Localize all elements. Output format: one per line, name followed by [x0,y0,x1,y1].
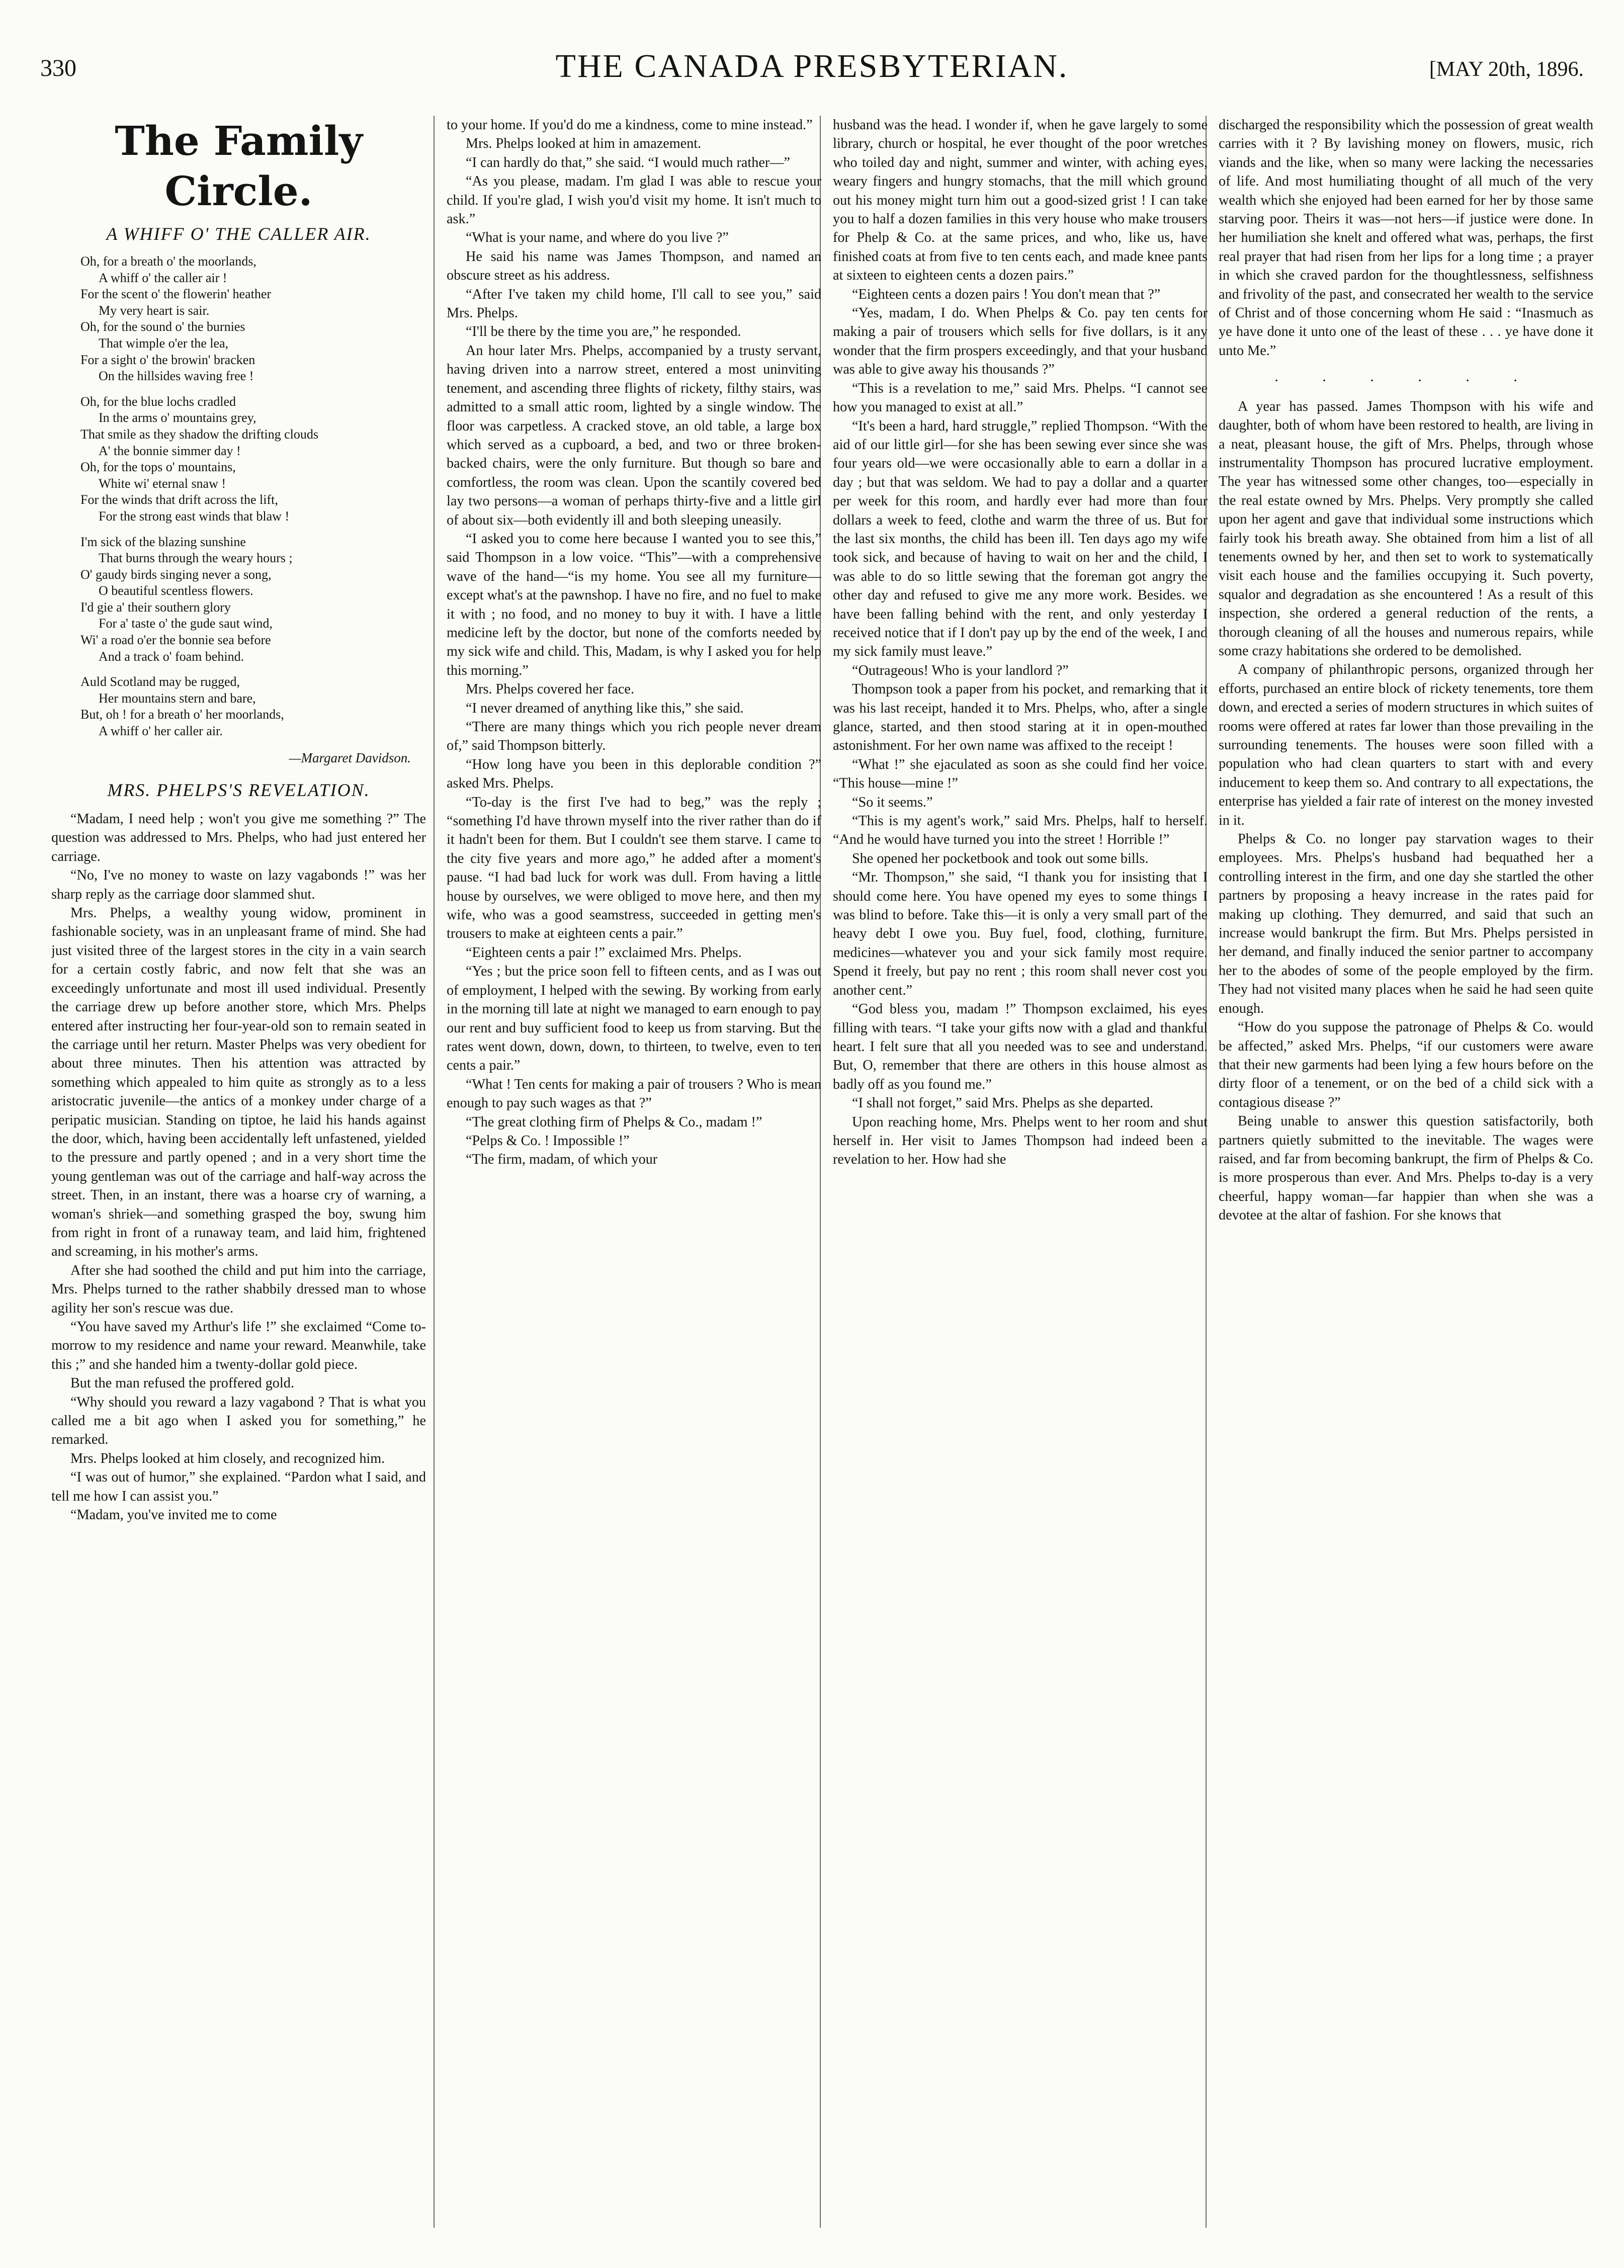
poem-line: My very heart is sair. [99,303,210,318]
paragraph: husband was the head. I wonder if, when he gave largely to some library, church or hospital, he ever thought of the poor wretches who toiled day and night, summer and winter, with aching eyes, weary fingers and hungry stomachs, that the mill which ground out his money might turn him out a good-sized grist ! I can take you to half a dozen families in this very house who make trousers for Phelp & Co. at the same prices, and who, like us, have finished coats at from five to ten cents each, and made knee pants at sixteen to eighteen cents a dozen pairs.” [833,117,1208,284]
paragraph: A year has passed. James Thompson with his wife and daughter, both of whom have been restored to health, are living in a neat, pleasant house, the gift of Mrs. Phelps, through whose instrumentality Thompson has procured lucrative employment. The year has witnessed some other changes, too—especially in the real estate owned by Mrs. Phelps. Very promptly she called upon her agent and gave that individual some instructions which fairly took his breath away. She obtained from him a list of all tenements owned by her, and then set to work to systematically visit each house and the families occupying it. Such poverty, squalor and degradation as she encountered ! As a result of this inspection, she ordered a general reduction of the rents, a thorough cleaning of all the houses and numerous repairs, while some crazy habitations she ordered to be demolished. [1219,398,1593,659]
poem-title: A WHIFF O' THE CALLER AIR. [106,224,371,244]
paragraph: “How do you suppose the patronage of Phelps & Co. would be affected,” asked Mrs. Phelps, “if our customers were aware that their new garments had been lying a few hours before on the dirty floor of a tenement, or on the bed of a child sick with a contagious disease ?” [1219,1019,1593,1110]
paragraph: “Outrageous! Who is your landlord ?” [852,662,1069,678]
paragraph: “Yes ; but the price soon fell to fifteen cents, and as I was out of employment, I helped with the sewing. By working from early in the morning till late at night we managed to earn enough to pay our rent and buy sufficient food to keep us from starving. But the rates went down, down, down, to thirteen, to twelve, even to ten cents a pair.” [447,964,821,1074]
section-title: The Family Circle. [115,117,363,215]
poem-line: For a sight o' the browin' bracken [80,352,255,367]
poem-line: Her mountains stern and bare, [99,690,256,706]
paragraph: “The firm, madam, of which your [466,1152,658,1168]
column-1 [51,116,426,2238]
story-title: MRS. PHELPS'S REVELATION. [107,780,370,801]
poem-line: White wi' eternal snaw ! [99,476,226,491]
paragraph: “Mr. Thompson,” she said, “I thank you for insisting that I should come here. You have opened my eyes to some things I was blind to before. Take this—it is only a very small part of the heavy debt I owe you. Buy fuel, food, clothing, furniture, medicines—whatever you and your sick family most require. Spend it freely, but pay no rent ; this room shall never cost you another cent.” [833,869,1208,998]
paragraph: “No, I've no money to waste on lazy vagabonds !” was her sharp reply as the carriage door slammed shut. [51,867,426,902]
paragraph: to your home. If you'd do me a kindness, come to mine instead.” [447,117,813,133]
paragraph: “God bless you, madam !” Thompson exclaimed, his eyes filling with tears. “I take your gifts now with a glad and thankful heart. I felt sure that all you needed was to see and understand. But, O, remember that there are others in this house almost as badly off as you found me.” [833,1001,1208,1092]
poem-stanza [80,253,426,385]
poem-stanza [80,674,426,739]
paragraph: Phelps & Co. no longer pay starvation wages to their employees. Mrs. Phelps's husband had bequathed her a controlling interest in the firm, and one day she startled the other partners by proposing a heavy increase in the rates paid for making up clothing. They demurred, and said that such an increase would bankrupt the firm. But Mrs. Phelps persisted in her demand, and finally induced the senior partner to accompany her to the abodes of some of the people employed by the firm. They had not visited many places when he said he had seen quite enough. [1219,831,1593,1016]
paragraph: “I was out of humor,” she explained. “Pardon what I said, and tell me how I can assist you.” [51,1469,426,1504]
poem-line: For the winds that drift across the lift, [80,492,278,507]
paragraph: “This is a revelation to me,” said Mrs. Phelps. “I cannot see how you managed to exist at all.” [833,380,1208,415]
poem-line: For the scent o' the flowerin' heather [80,287,272,302]
poem-line: For the strong east winds that blaw ! [99,508,290,524]
paragraph: “Yes, madam, I do. When Phelps & Co. pay ten cents for making a pair of trousers which sells for five dollars, is it any wonder that the firm prospers exceedingly, and that your husband was able to give away his thousands ?” [833,305,1208,378]
poem-line: On the hillsides waving free ! [99,369,254,384]
paragraph: Mrs. Phelps looked at him in amazement. [466,136,702,152]
poem-line: Oh, for the sound o' the burnies [80,319,245,334]
masthead [30,44,1594,100]
poem-line: Oh, for the tops o' mountains, [80,460,236,475]
paragraph: He said his name was James Thompson, and named an obscure street as his address. [447,248,821,284]
paragraph: Upon reaching home, Mrs. Phelps went to her room and shut herself in. Her visit to James Thompson had indeed been a revelation to her. How had she [833,1114,1208,1168]
paragraph: “Pelps & Co. ! Impossible !” [466,1132,630,1149]
paragraph: “After I've taken my child home, I'll call to see you,” said Mrs. Phelps. [447,286,821,321]
paragraph: “Eighteen cents a dozen pairs ! You don't mean that ?” [852,286,1161,302]
paragraph: “To-day is the first I've had to beg,” was the reply ; “something I'd have thrown myself into the river rather than do if it hadn't been for them. But I couldn't see them starve. I came to the city five years and more ago,” he added after a moment's pause. “I had bad luck for work was dull. From having a little house by ourselves, we were obliged to move here, and then my wife, who was a good seamstress, succeeded in getting men's trousers to make at eighteen cents a pair.” [447,794,821,942]
paragraph: “How long have you been in this deplorable condition ?” asked Mrs. Phelps. [447,756,821,792]
paragraph: “As you please, madam. I'm glad I was able to rescue your child. If you're glad, I wish you'd visit my home. It isn't much to ask.” [447,173,821,227]
poem-line: A' the bonnie simmer day ! [99,443,241,458]
column-4 [1219,116,1593,2238]
paragraph: discharged the responsibility which the possession of great wealth carries with it ? By lavishing money on flowers, music, rich viands and the like, when so many were lacking the necessaries of life. And most humiliating thought of all much of the very wealth which she enjoyed had been earned for her by those same starving poor. Theirs it was—not hers—if justice were done. In her humiliation she knelt and offered what was, perhaps, the first real prayer that had risen from her lips for a long time ; a prayer in which she craved pardon for the thoughtlessness, selfishness and frivolity of the past, and consecrated her wealth to the service of Christ and of those concerning whom He said : “Inasmuch as ye have done it unto one of the least of these . . . ye have done it unto Me.” [1219,117,1593,359]
paragraph: “You have saved my Arthur's life !” she exclaimed “Come to-morrow to my residence and name your reward. Meanwhile, take this ;” and she handed him a twenty-dollar gold piece. [51,1319,426,1372]
poem-line: A whiff o' her caller air. [99,724,223,739]
column-rule [434,116,435,2228]
poem [80,253,426,740]
paragraph: “I shall not forget,” said Mrs. Phelps as she departed. [852,1095,1154,1111]
poem-stanza [80,534,426,665]
paragraph: “There are many things which you rich people never dream of,” said Thompson bitterly. [447,719,821,754]
poem-line: Oh, for the blue lochs cradled [80,394,236,409]
poem-line: Auld Scotland may be rugged, [80,674,240,689]
issue-date: [MAY 20th, 1896. [1429,58,1584,81]
publication-title: THE CANADA PRESBYTERIAN. [555,48,1069,84]
poem-line: And a track o' foam behind. [99,649,244,664]
poem-line: Oh, for a breath o' the moorlands, [80,254,257,269]
paragraph: “What ! Ten cents for making a pair of trousers ? Who is mean enough to pay such wages as that ?” [447,1076,821,1111]
paragraph: “The great clothing firm of Phelps & Co., madam !” [466,1114,762,1130]
paragraph: “What !” she ejaculated as soon as she could find her voice. “This house—mine !” [833,756,1208,792]
poem-author: —Margaret Davidson. [289,750,411,765]
poem-line: I'd gie a' their southern glory [80,599,231,615]
paragraph: “This is my agent's work,” said Mrs. Phelps, half to herself. “And he would have turned you into the street ! Horrible !” [833,813,1208,848]
page-number: 330 [40,55,76,81]
paragraph: Being unable to answer this question satisfactorily, both partners quietly submitted to the inevitable. The wages were raised, and far from becoming bankrupt, the firm of Phelps & Co. is more prosperous than ever. And Mrs. Phelps to-day is a very cheerful, happy woman—far happier than when she was a devotee at the altar of fashion. For she knows that [1219,1113,1593,1224]
paragraph: “I never dreamed of anything like this,” she said. [466,700,744,716]
paragraph: Mrs. Phelps, a wealthy young widow, prominent in fashionable society, was in an unpleasant frame of mind. She had just visited three of the largest stores in the city in a vain search for a certain costly fabric, and now felt that she was an exceedingly unfortunate and most ill used individual. Presently the carriage drew up before another store, which Mrs. Phelps entered after instructing her four-year-old son to remain seated in the carriage until her return. Master Phelps was very obedient for about three minutes. Then his attention was attracted by something which appealed to him quite as strongly as to a less aristocratic juvenile—the antics of a monkey under charge of a peripatic musician. Standing on tiptoe, he laid his hands against the door, which, having been accidentally left unfastened, yielded to the pressure and partly opened ; and in a very short time the young gentleman was out of the carriage and half-way across the street. Then, in an instant, there was a hoarse cry of warning, a woman's shriek—and something grasped the boy, swung him from right in front of a runaway team, and laid him, frightened and screaming, in his mother's arms. [51,905,426,1260]
poem-line: O' gaudy birds singing never a song, [80,567,272,582]
poem-line: For a' taste o' the gude saut wind, [99,616,273,631]
paragraph: Mrs. Phelps looked at him closely, and recognized him. [70,1450,385,1466]
paragraph: Thompson took a paper from his pocket, and remarking that it was his last receipt, handed it to Mrs. Phelps, who, after a single glance, started, and then stood staring at it in open-mouthed astonishment. For her own name was affixed to the receipt ! [833,681,1208,754]
paragraph: But the man refused the proffered gold. [70,1375,294,1391]
paragraph: “It's been a hard, hard struggle,” replied Thompson. “With the aid of our little girl—for she has been sewing ever since she was four years old—we were occasionally able to earn a dollar in a day ; but that was seldom. We had to pay a dollar and a quarter per week for this room, and hardly ever had more than four dollars a week to feed, clothe and warm the three of us. But for the last six months, the child has been ill. Ten days ago my wife took sick, and because of having to wait on her and the child, I was able to do so little sewing that the foreman got angry the other day and refused to give me any more work. Besides. we have been falling behind with the rent, and only yesterday I received notice that if I don't pay up by the end of the week, I and my sick family must leave.” [833,418,1208,660]
paragraph: “What is your name, and where do you live ?” [466,230,729,246]
paragraph: An hour later Mrs. Phelps, accompanied by a trusty servant, having driven into a narrow street, entered a most uninviting tenement, and ascending three flights of rickety, filthy stairs, was admitted to a small attic room, lighted by a single window. The floor was carpetless. A cracked stove, an old table, a large box which served as a cupboard, a bed, and two or three broken-backed chairs, were the only furniture. But though so bare and comfortless, the room was clean. Upon the scantily covered bed lay two persons—a woman of perhaps thirty-five and a little girl of about six—both evidently ill and both sleeping uneasily. [447,342,821,528]
paragraph: “Eighteen cents a pair !” exclaimed Mrs. Phelps. [466,944,742,961]
poem-line: But, oh ! for a breath o' her moorlands, [80,707,284,722]
paragraph: “I asked you to come here because I wanted you to see this,” said Thompson in a low voice. “This”—with a comprehensive wave of the hand—“is my home. You see all my furniture—except what's at the pawnshop. I have no fire, and no fuel to make it with ; no food, and no money to buy it with. I have a little medicine left by the doctor, but none of the comforts needed by my sick wife and child. This, Madam, is why I asked you for help this morning.” [447,531,821,678]
poem-line: O beautiful scentless flowers. [99,583,253,598]
paragraph: “I can hardly do that,” she said. “I would much rather—” [466,154,790,170]
paragraph: “Why should you reward a lazy vagabond ? That is what you called me a bit ago when I asked you for something,” he remarked. [51,1394,426,1448]
poem-stanza [80,394,426,525]
section-separator: . . . . . . [1274,368,1537,385]
paragraph: “Madam, I need help ; won't you give me something ?” The question was addressed to Mrs. Phelps, who had just entered her carriage. [51,811,426,864]
poem-line: A whiff o' the caller air ! [99,270,227,285]
paragraph: Mrs. Phelps covered her face. [466,681,634,697]
poem-line: That burns through the weary hours ; [99,551,293,566]
poem-line: Wi' a road o'er the bonnie sea before [80,633,271,648]
poem-line: That smile as they shadow the drifting clouds [80,426,318,442]
column-3 [833,116,1208,2238]
paragraph: After she had soothed the child and put him into the carriage, Mrs. Phelps turned to the rather shabbily dressed man to whose agility her son's rescue was due. [51,1262,426,1316]
poem-line: That wimple o'er the lea, [99,335,229,351]
column-2 [447,116,821,2238]
paragraph: She opened her pocketbook and took out some bills. [852,850,1149,866]
paragraph: A company of philanthropic persons, organized through her efforts, purchased an entire block of rickety tenements, tore them down, and erected a series of modern structures in which suites of rooms were offered at rates far lower than those prevailing in the surrounding tenements. The houses were soon filled with a population who had clean quarters to start with and every inducement to keep them so. And contrary to all expectations, the enterprise has yielded a fair rate of interest on the money invested in it. [1219,662,1593,828]
poem-line: In the arms o' mountains grey, [99,410,257,425]
paragraph: “I'll be there by the time you are,” he responded. [466,324,741,340]
paragraph: “So it seems.” [852,794,933,810]
poem-line: I'm sick of the blazing sunshine [80,534,246,549]
paragraph: “Madam, you've invited me to come [70,1507,277,1523]
